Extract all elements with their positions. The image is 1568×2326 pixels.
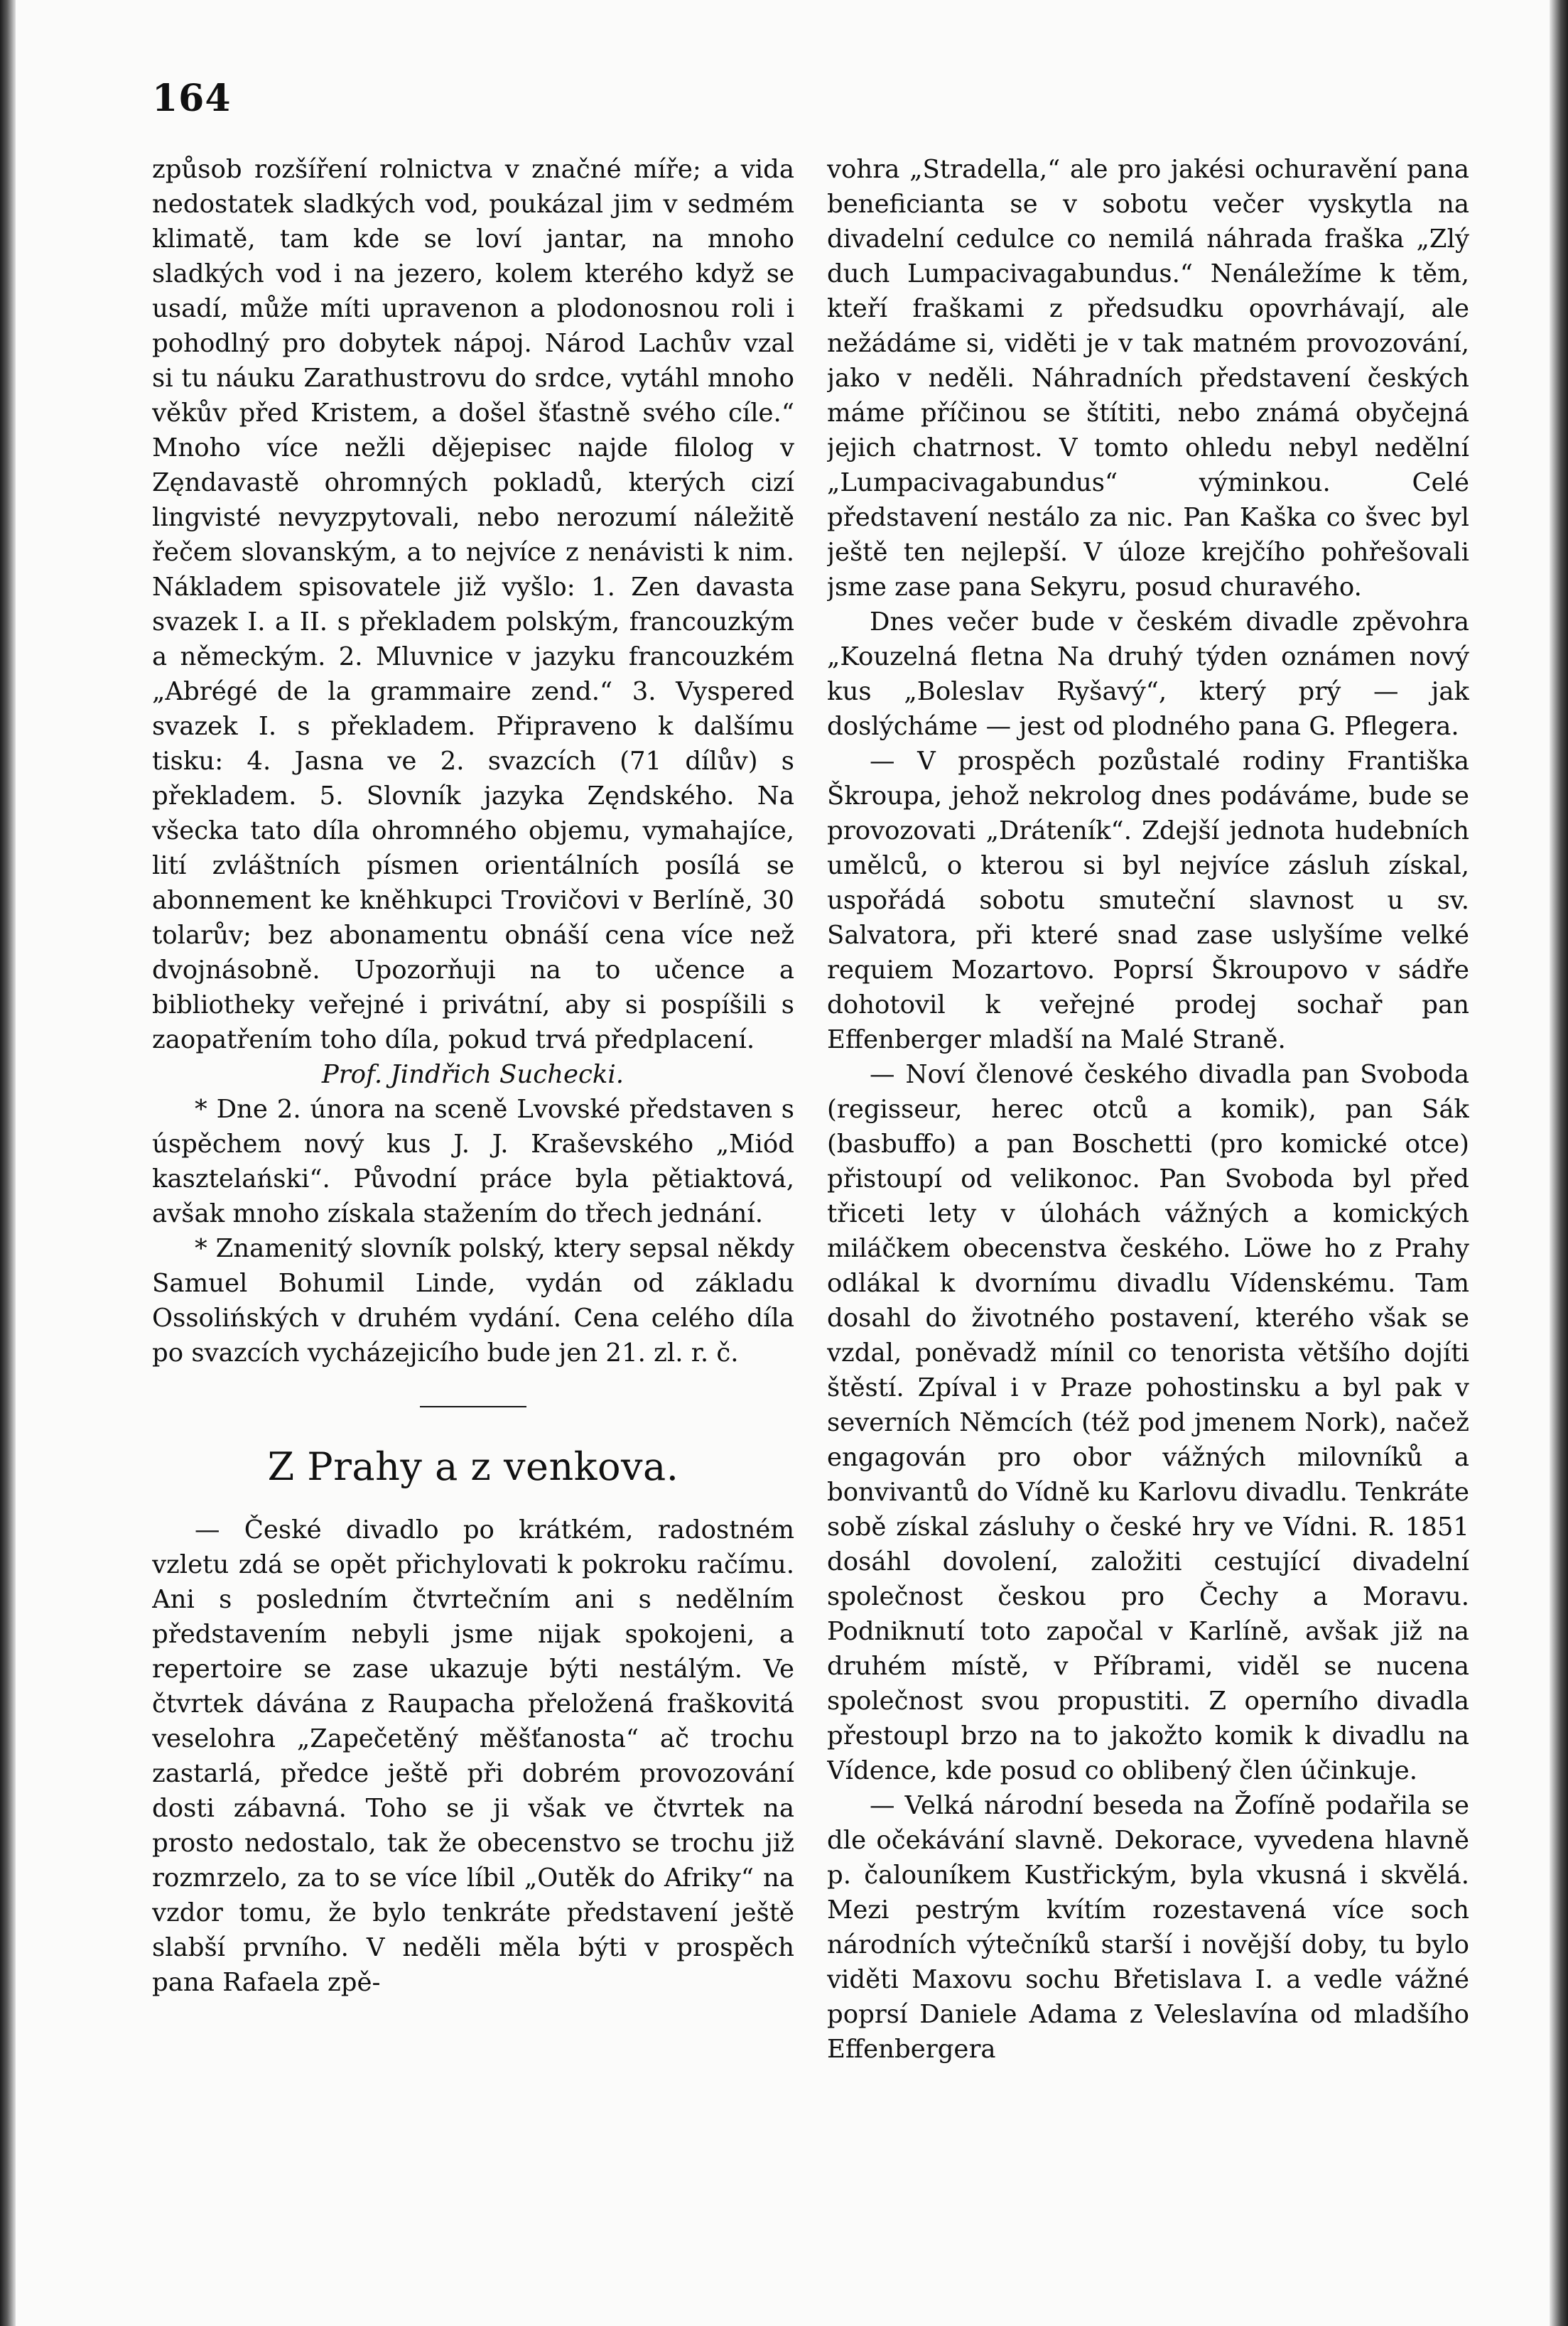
right-paragraph-5: — Velká národní beseda na Žofíně podařila se dle očekávání slavně. Dekorace, vyvedena hlavně p. čalouníkem Kustřickým, byla vkusná i skvělá. Mezi pestrým kvítím rozestavená více soch národních výtečníků starší i novější doby, tu bylo viděti Maxovu sochu Břetislava I. a vedle vážné poprsí Daniele Adama z Veleslavína od mladšího Effenbergera (827, 1791, 1469, 2064)
right-paragraph-2: Dnes večer bude v českém divadle zpěvohra „Kouzelná fletna Na druhý týden oznámen nový kus „Boleslav Ryšavý“, který prý — jak doslýcháme — jest od plodného pana G. Pflegera. (827, 607, 1469, 741)
section-divider (420, 1406, 526, 1407)
right-column (827, 152, 1469, 2212)
right-paragraph-4: — Noví členové českého divadla pan Svoboda (regisseur, herec otců a komik), pan Sák (basbuffo) a pan Boschetti (pro komické otce) přistoupí od velikonoc. Pan Svoboda byl před třiceti lety v úlohách vážných a komických miláčkem obecenstva českého. Löwe ho z Prahy odlákal k dvornímu divadlu Vídenskému. Tam dosahl do životného postavení, kterého však se vzdal, poněvadž mínil co tenorista většího dojíti štěstí. Zpíval i v Praze pohostinsku a byl pak v severních Němcích (též pod jmenem Nork), načež engagován pro obor vážných milovníků a bonvivantů do Vídně ku Karlovu divadlu. Tenkráte sobě získal zásluhy o české hry ve Vídni. R. 1851 dosáhl dovolení, založiti cestující divadelní společnost českou pro Čechy a Moravu. Podniknutí toto započal v Karlíně, avšak již na druhém místě, v Příbrami, viděl se nucena společnost svou propustiti. Z operního divadla přestoupl brzo na to jakožto komik k divadlu na Vídence, kde posud co oblibený člen účinkuje. (827, 1060, 1469, 1785)
author-signature: Prof. Jindřich Suchecki. (321, 1060, 624, 1089)
left-paragraph-3: * Znamenitý slovník polský, ktery sepsal někdy Samuel Bohumil Linde, vydán od základu Ossolińských v druhém vydání. Cena celého díla po svazcích vycházejicího bude jen 21. zl. r. č. (152, 1234, 794, 1368)
page-number: 164 (152, 77, 232, 120)
scan-right-edge (1550, 0, 1568, 2326)
scan-left-edge (0, 0, 16, 2326)
right-paragraph-3: — V prospěch pozůstalé rodiny Františka Škroupa, jehož nekrolog dnes podáváme, bude se provozovati „Dráteník“. Zdejší jednota hudebních umělců, o kterou si byl nejvíce zásluh získal, uspořádá sobotu smuteční slavnost u sv. Salvatora, při které snad zase uslyšíme velké requiem Mozartovo. Poprsí Škroupovo v sádře dohotovil k veřejné prodej sochař pan Effenberger mladší na Malé Straně. (827, 747, 1469, 1054)
left-column (152, 152, 794, 2283)
left-paragraph-1: způsob rozšíření rolnictva v značné míře; a vida nedostatek sladkých vod, poukázal jim v sedmém klimatě, tam kde se loví jantar, na mnoho sladkých vod i na jezero, kolem kterého když se usadí, může míti upravenon a plodonosnou roli i pohodlný pro dobytek nápoj. Národ Lachův vzal si tu náuku Zarathustrovu do srdce, vytáhl mnoho věkův před Kristem, a došel šťastně svého cíle.“ Mnoho více nežli dějepisec najde filolog v Zęndavastě ohromných pokladů, kterých cizí lingvisté nevyzpytovali, nebo nerozumí náležitě řečem slovanským, a to nejvíce z nenávisti k nim. Nákladem spisovatele již vyšlo: 1. Zen davasta svazek I. a II. s překladem polským, francouzkým a německým. 2. Mluvnice v jazyku francouzkém „Abrégé de la grammaire zend.“ 3. Vyspered svazek I. s překladem. Připraveno k dalšímu tisku: 4. Jasna ve 2. svazcích (71 dílův) s překladem. 5. Slovník jazyka Zęndského. Na všecka tato díla ohromného objemu, vymahajíce, lití zvláštních písmen orientálních posílá se abonnement ke kněhkupci Trovičovi v Berlíně, 30 tolarův; bez abonamentu obnáší cena více než dvojnásobně. Upozorňuji na to učence a bibliotheky veřejné i privátní, aby si pospíšili s zaopatřením toho díla, pokud trvá předplacení. (152, 155, 794, 1054)
left-paragraph-2: * Dne 2. února na sceně Lvovské představen s úspěchem nový kus J. J. Kraševského „Miód kasztelański“. Původní práce byla pětiaktová, avšak mnoho získala stažením do třech jednání. (152, 1095, 794, 1228)
section-title: Z Prahy a z venkova. (267, 1444, 679, 1489)
right-paragraph-1: vohra „Stradella,“ ale pro jakési ochuravění pana beneficianta se v sobotu večer vyskytla na divadelní cedulce co nemilá náhrada fraška „Zlý duch Lumpacivagabundus.“ Nenáležíme k těm, kteří fraškami z předsudku opovrhávají, ale nežádáme si, viděti je v tak matném provozování, jako v neděli. Náhradních představení českých máme příčinou se štítiti, nebo známá obyčejná jejich chatrnost. V tomto ohledu nebyl nedělní „Lumpacivagabundus“ výminkou. Celé představení nestálo za nic. Pan Kaška co švec byl ještě ten nejlepší. V úloze krejčího pohřešovali jsme zase pana Sekyru, posud churavého. (827, 155, 1469, 602)
left-paragraph-4: — České divadlo po krátkém, radostném vzletu zdá se opět přichylovati k pokroku račímu. Ani s posledním čtvrtečním ani s nedělním představením nebyli jsme nijak spokojeni, a repertoire se zase ukazuje býti nestálým. Ve čtvrtek dávána z Raupacha přeložená fraškovitá veselohra „Zapečetěný měšťanosta“ ač trochu zastarlá, předce ještě při dobrém provozování dosti zábavná. Toho se ji však ve čtvrtek na prosto nedostalo, tak že obecenstvo se trochu již rozmrzelo, za to se více líbil „Outěk do Afriky“ na vzdor tomu, že bylo tenkráte představení ještě slabší prvního. V neděli měla býti v prospěch pana Rafaela zpě- (152, 1515, 794, 1997)
